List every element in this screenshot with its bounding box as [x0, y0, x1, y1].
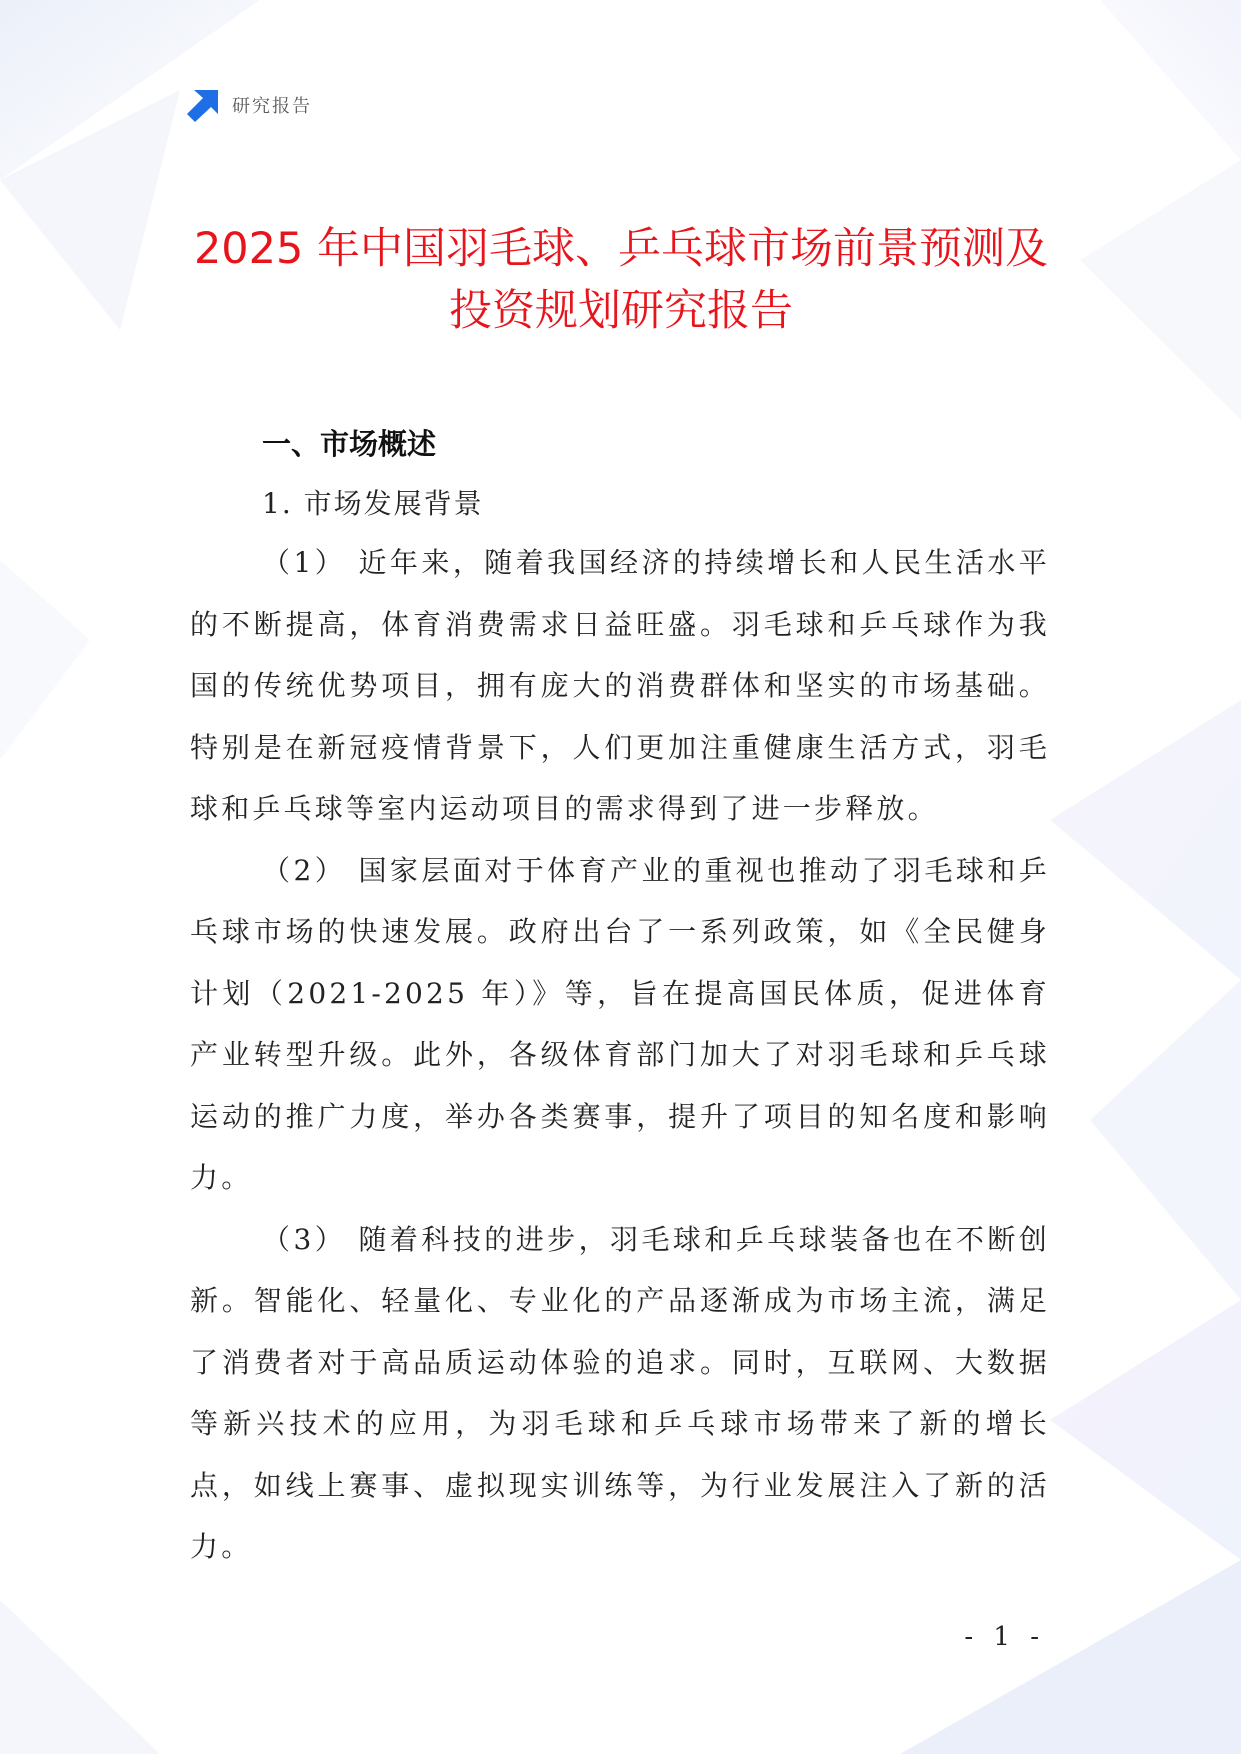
- sub-heading: 1. 市场发展背景: [262, 487, 484, 520]
- document-title: 2025 年中国羽毛球、乒乓球市场前景预测及投资规划研究报告: [193, 224, 1049, 336]
- paragraph: （1） 近年来，随着我国经济的持续增长和人民生活水平的不断提高，体育消费需求日益旺盛。羽毛球和乒乓球作为我国的传统优势项目，拥有庞大的消费群体和坚实的市场基础。特别是在新冠疫情背景下，人们更加注重健康生活方式，羽毛球和乒乓球等室内运动项目的需求得到了进一步释放。: [190, 546, 1050, 825]
- paragraph: （3） 随着科技的进步，羽毛球和乒乓球装备也在不断创新。智能化、轻量化、专业化的产品逐渐成为市场主流，满足了消费者对于高品质运动体验的追求。同时，互联网、大数据等新兴技术的应用，为羽毛球和乒乓球市场带来了新的增长点，如线上赛事、虚拟现实训练等，为行业发展注入了新的活力。: [190, 1222, 1050, 1563]
- header-label: 研究报告: [232, 96, 312, 117]
- document-body: [190, 418, 1050, 1578]
- page-number: - 1 -: [964, 1622, 1045, 1652]
- paragraph: （2） 国家层面对于体育产业的重视也推动了羽毛球和乒乓球市场的快速发展。政府出台了一系列政策，如《全民健身计划（2021-2025 年）》等，旨在提高国民体质，促进体育产业转型升级。此外，各级体育部门加大了对羽毛球和乒乓球运动的推广力度，举办各类赛事，提升了项目的知名度和影响力。: [190, 853, 1050, 1194]
- arrow-up-right-icon: [186, 88, 220, 122]
- section-heading: 一、市场概述: [262, 427, 437, 461]
- report-header: [186, 88, 312, 122]
